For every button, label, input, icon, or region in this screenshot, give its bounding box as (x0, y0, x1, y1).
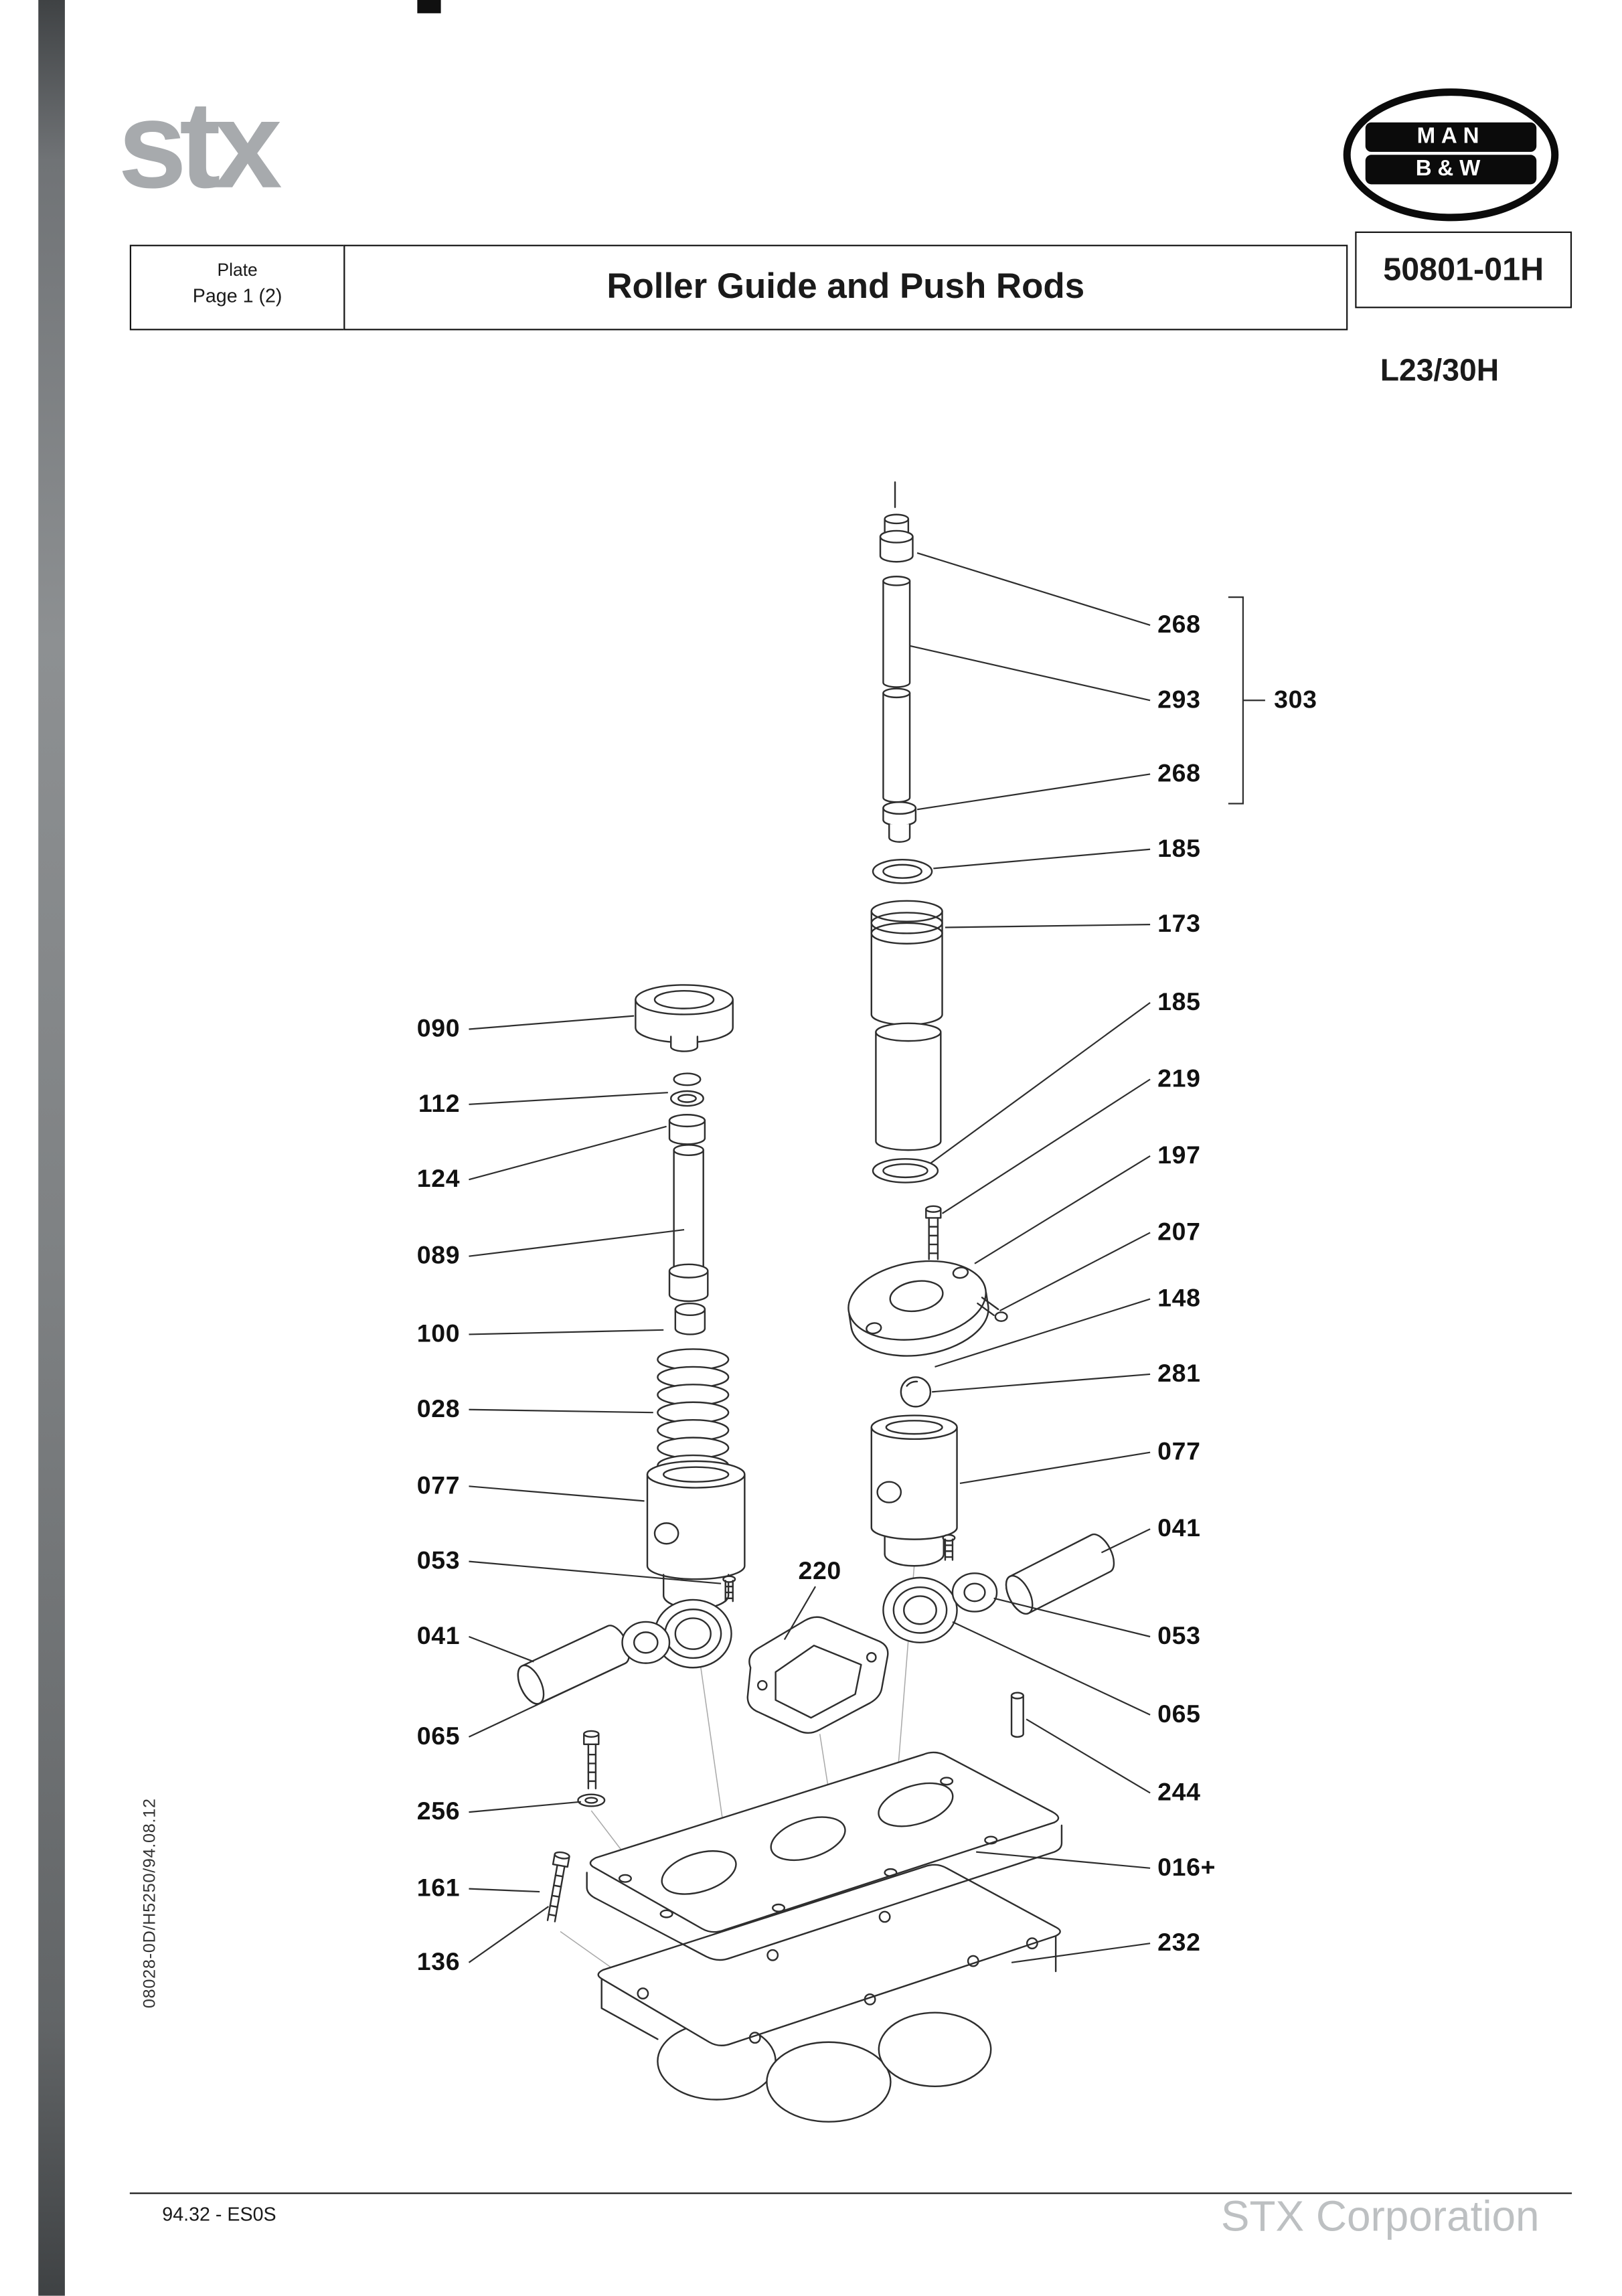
callout-100: 100 (416, 1319, 461, 1348)
callout-185-b: 185 (1157, 987, 1201, 1016)
callout-207: 207 (1157, 1218, 1201, 1246)
callout-220: 220 (798, 1557, 841, 1585)
footer-company-watermark: STX Corporation (1220, 2194, 1540, 2242)
callout-041-r: 041 (1157, 1514, 1201, 1543)
callout-256: 256 (416, 1797, 461, 1825)
callout-065-r: 065 (1157, 1700, 1201, 1728)
man-logo-text: MAN (1366, 122, 1537, 152)
engine-model: L23/30H (1380, 353, 1499, 388)
callout-185-a: 185 (1157, 834, 1201, 863)
page-title: Roller Guide and Push Rods (606, 266, 1085, 307)
callout-303: 303 (1274, 685, 1317, 714)
plate-label: Plate (217, 259, 258, 280)
callout-053-r: 053 (1157, 1621, 1201, 1650)
callout-268-a: 268 (1157, 610, 1201, 639)
callout-136: 136 (416, 1947, 461, 1976)
footer-doc-code: 94.32 - ES0S (162, 2202, 276, 2225)
callout-089: 089 (416, 1241, 461, 1270)
callout-197: 197 (1157, 1141, 1201, 1169)
callout-090: 090 (416, 1014, 461, 1043)
callout-077-r: 077 (1157, 1437, 1201, 1466)
stx-logo: stx (118, 75, 275, 214)
callout-016: 016+ (1157, 1853, 1216, 1882)
callout-148: 148 (1157, 1284, 1201, 1313)
callout-173: 173 (1157, 910, 1201, 938)
callout-281: 281 (1157, 1359, 1201, 1388)
callout-065-l: 065 (416, 1722, 461, 1750)
callout-268-b: 268 (1157, 759, 1201, 788)
callout-041-l: 041 (416, 1621, 461, 1650)
bw-logo-text: B&W (1366, 155, 1537, 184)
callout-124: 124 (416, 1165, 461, 1193)
callout-053-l: 053 (416, 1546, 461, 1575)
side-note: 08028-0D/H5250/94.08.12 (141, 1798, 159, 2009)
callout-028: 028 (416, 1394, 461, 1423)
callout-293: 293 (1157, 685, 1201, 714)
callout-219: 219 (1157, 1064, 1201, 1093)
callout-244: 244 (1157, 1778, 1201, 1807)
callout-077-l: 077 (416, 1471, 461, 1500)
callout-161: 161 (416, 1874, 461, 1902)
doc-number: 50801-01H (1383, 250, 1544, 288)
diagram-parts (513, 482, 1119, 2121)
callout-112: 112 (418, 1089, 461, 1118)
page-label: Page 1 (2) (192, 284, 282, 307)
callout-232: 232 (1157, 1929, 1201, 1957)
